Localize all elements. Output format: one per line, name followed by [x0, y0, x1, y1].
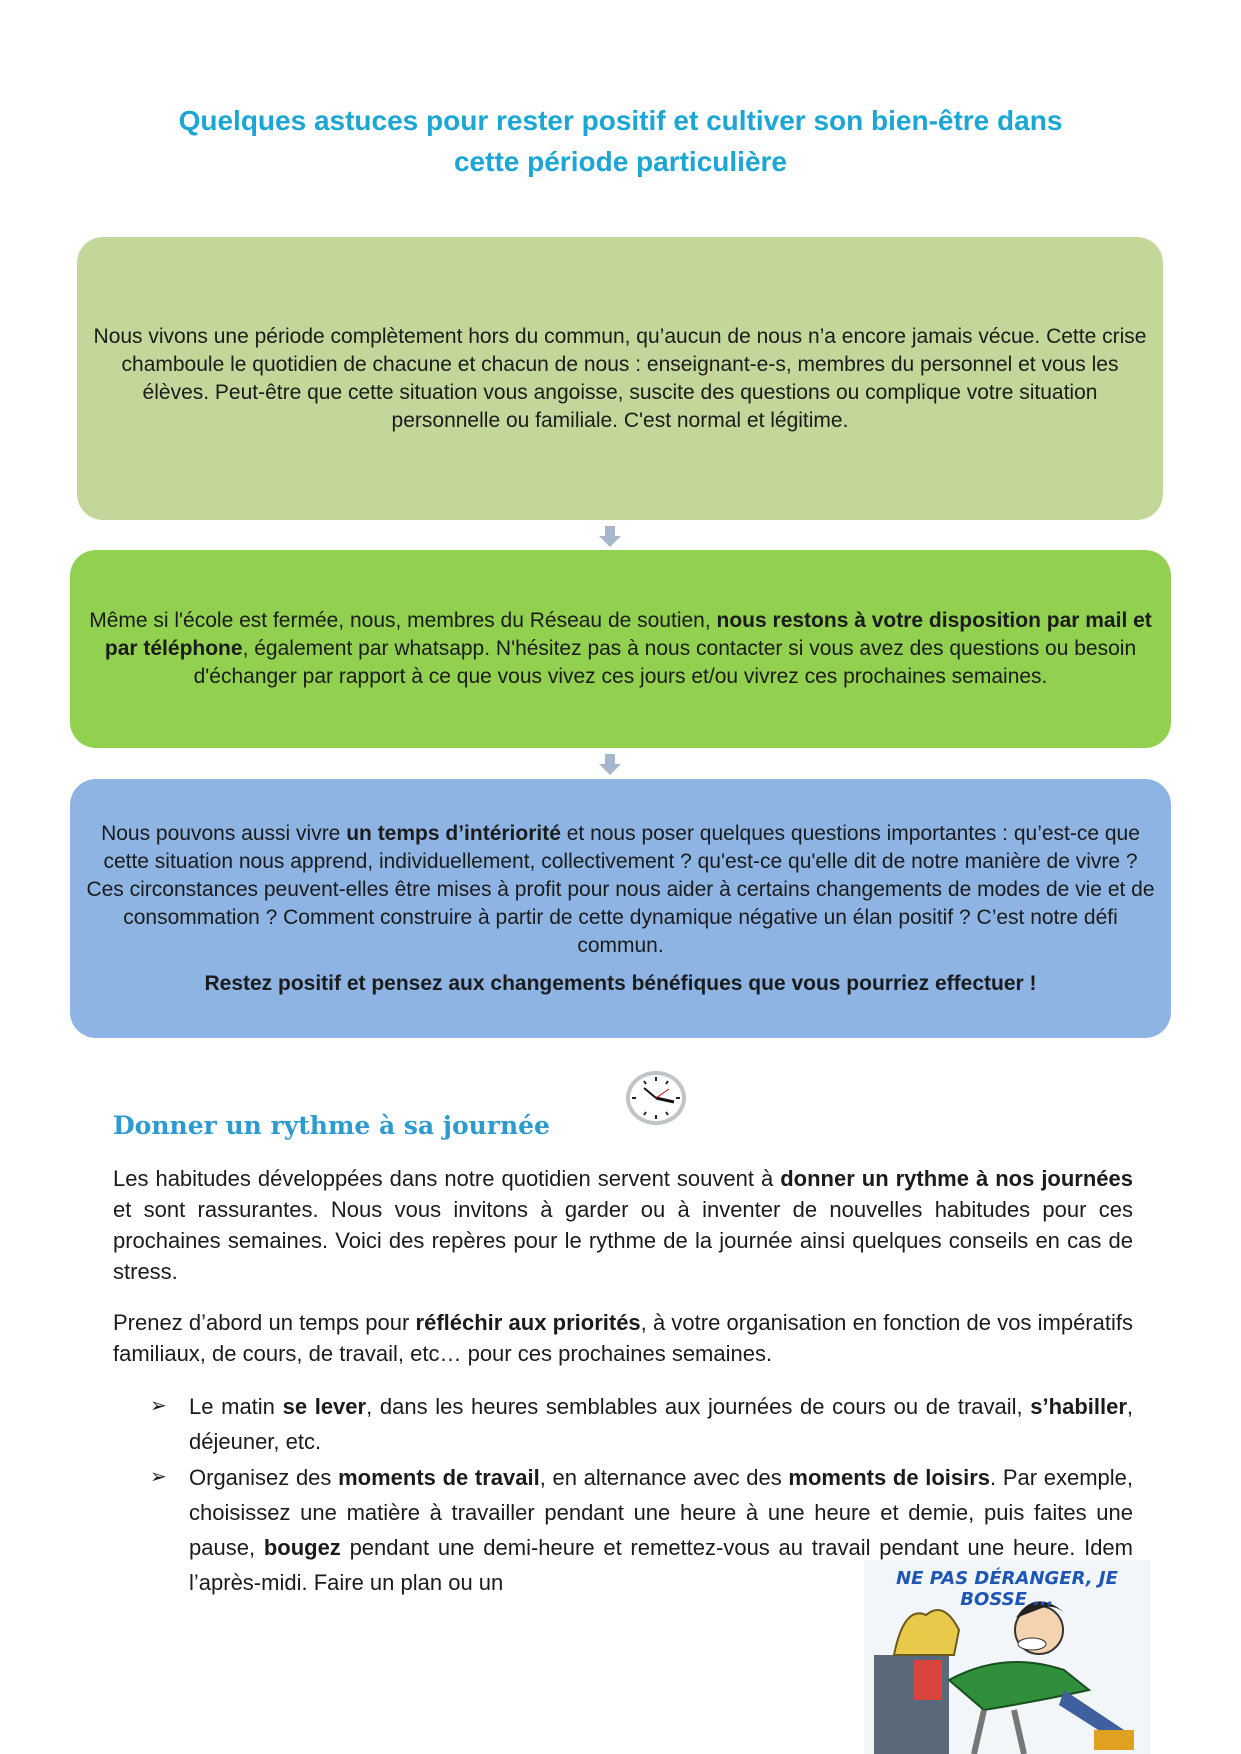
arrow-bullet-icon: ➢	[150, 1395, 167, 1417]
page-title-line2: cette période particulière	[453, 146, 787, 177]
intro-box	[77, 237, 1163, 520]
rhythm-paragraph: Les habitudes développées dans notre quotidien servent souvent à donner un rythme à nos journées et sont rassurantes. Nous vous invitons à garder ou à inventer de nouvelles habitudes pour ces prochaines semaines. Voici des repères pour le rythme de la journée ainsi quelques conseils en cas de stress.	[113, 1166, 1134, 1284]
list-item: ➢ Organisez des moments de travail, en alternance avec des moments de loisirs. Par exemple, choisissez une matière à travailler pendant une heure à une heure et demie, puis faites une pause, bougez pendant une demi-heure et remettez-vous au travail pendant une heure. Idem l’après-midi. Faire un plan ou un	[150, 1460, 1133, 1600]
closing-text: Restez positif et pensez aux changements bénéfiques que vous pourriez effectuer !	[204, 971, 1037, 995]
page-title-line1: Quelques astuces pour rester positif et cultiver son bien-être dans	[178, 105, 1063, 136]
support-text: Même si l'école est fermée, nous, membres du Réseau de soutien, nous restons à votre disposition par mail et par téléphone, également par whatsapp. N'hésitez pas à nous contacter si vous avez des questions ou besoin d'échanger par rapport à ce que vous vivez ces jours et/ou vivrez ces prochaines semaines.	[89, 609, 1152, 688]
list-item: ➢ Le matin se lever, dans les heures semblables aux journées de cours ou de travail, s’habiller, déjeuner, etc.	[150, 1389, 1133, 1459]
priorities-paragraph: Prenez d’abord un temps pour réfléchir aux priorités, à votre organisation en fonction de vos impératifs familiaux, de cours, de travail, etc… pour ces prochaines semaines.	[113, 1310, 1133, 1366]
page-title	[120, 100, 1121, 182]
cartoon-caption: NE PAS DÉRANGER, JE BOSSE ...	[896, 1568, 1118, 1610]
arrow-down-icon	[599, 754, 621, 776]
interiority-text: Nous pouvons aussi vivre un temps d’intériorité et nous poser quelques questions importantes : qu’est-ce que cette situation nous apprend, individuellement, collectivement ? qu'est-ce qu'elle dit de notre manière de vivre ?Ces circonstances peuvent-elles être mises à profit pour nous aider à certains changements de modes de vie et de consommation ? Comment construire à partir de cette dynamique négative un élan positif ? C’est notre défi commun.	[86, 821, 1155, 957]
intro-text: Nous vivons une période complètement hors du commun, qu’aucun de nous n’a encore jamais vécue. Cette crise chamboule le quotidien de chacune et chacun de nous : enseignant-e-s, membres du personnel et vous les élèves. Peut-être que cette situation vous angoisse, suscite des questions ou complique votre situation personnelle ou familiale. C'est normal et légitime.	[93, 324, 1147, 432]
arrow-down-icon	[599, 526, 621, 548]
arrow-bullet-icon: ➢	[150, 1466, 167, 1488]
cartoon-image	[864, 1560, 1150, 1754]
clock-icon	[624, 1069, 688, 1127]
section-heading: Donner un rythme à sa journée	[113, 1111, 550, 1140]
support-box	[70, 550, 1171, 748]
interiority-box	[70, 779, 1171, 1038]
